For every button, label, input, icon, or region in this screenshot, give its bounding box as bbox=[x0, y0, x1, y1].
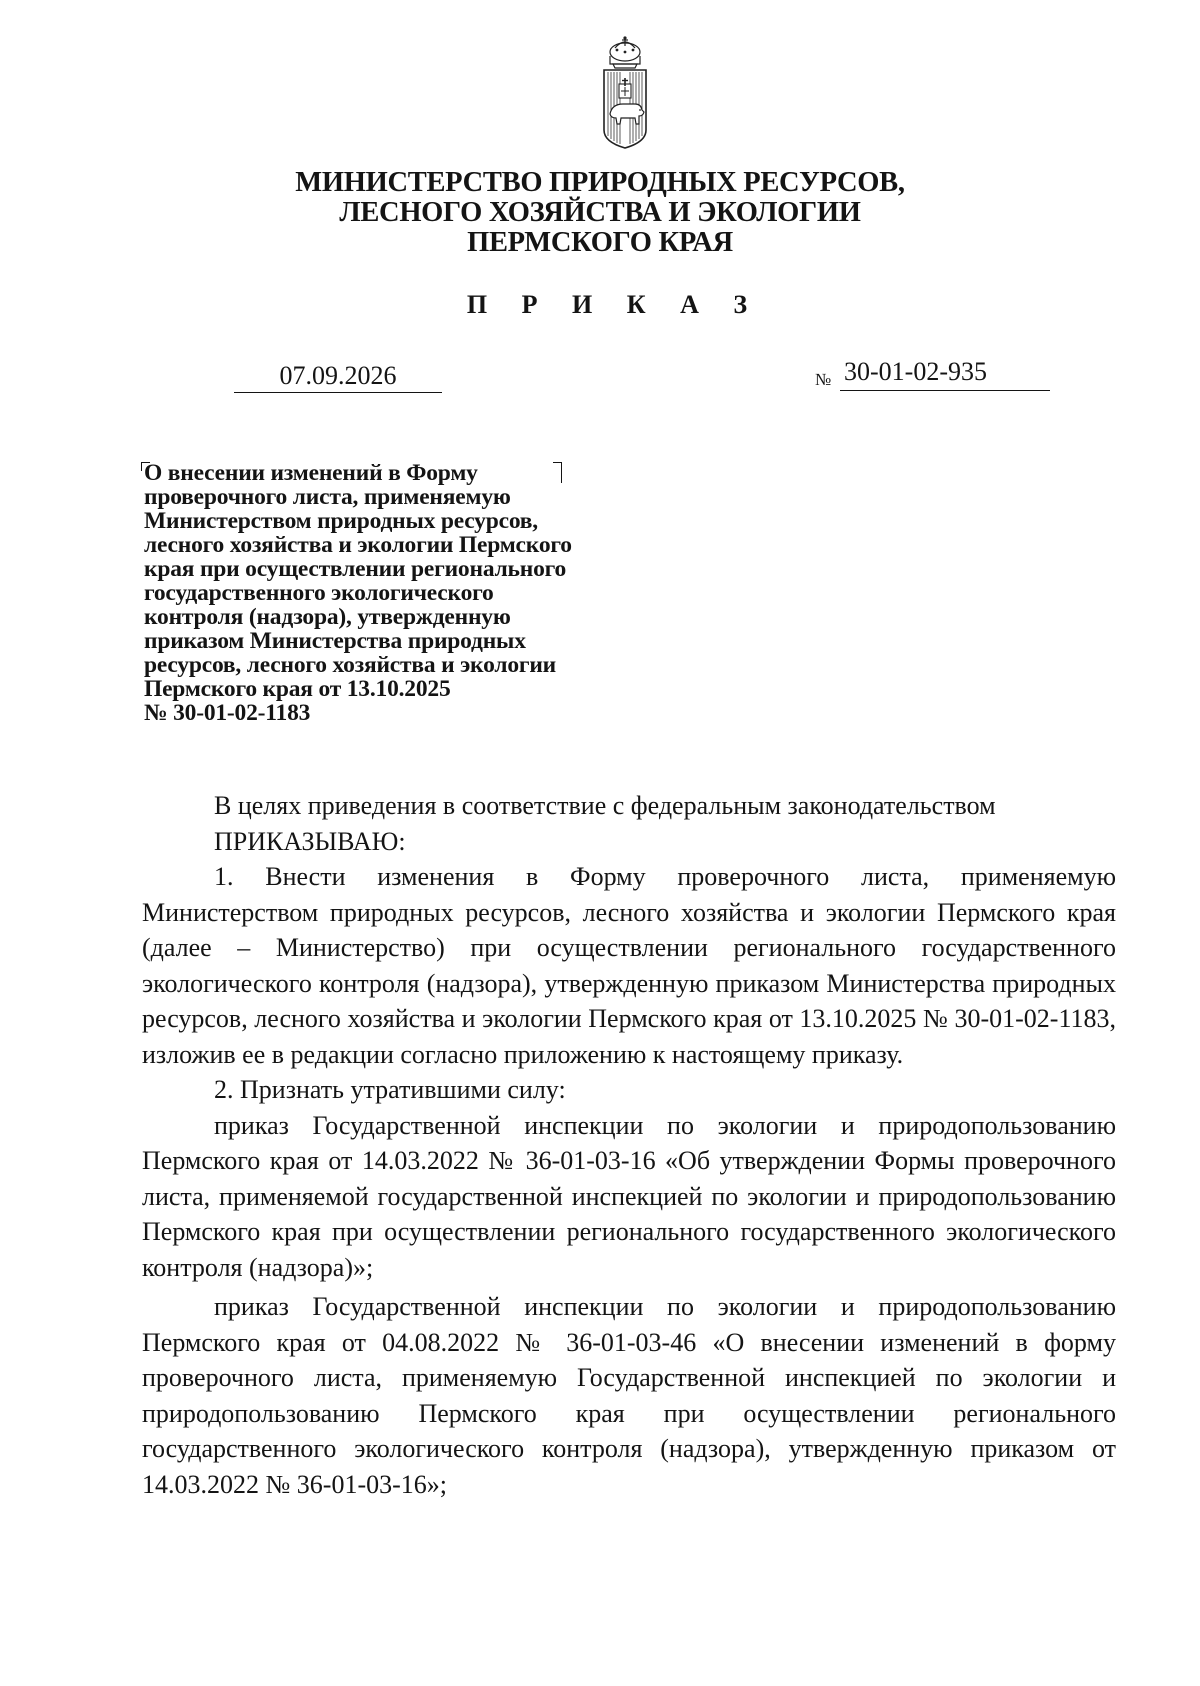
document-type-title: П Р И К А З bbox=[466, 290, 762, 319]
subject-line: Министерством природных ресурсов, bbox=[144, 508, 538, 534]
preamble-paragraph: В целях приведения в соответствие с федеральным законодательством bbox=[214, 791, 996, 820]
subject-line: края при осуществлении регионального bbox=[144, 556, 567, 582]
order-date: 07.09.2026 bbox=[234, 360, 442, 393]
subject-line: № 30-01-02-1183 bbox=[144, 700, 311, 726]
subject-line: проверочного листа, применяемую bbox=[144, 484, 511, 510]
subject-line: государственного экологического bbox=[144, 580, 494, 606]
subject-line: ресурсов, лесного хозяйства и экологии bbox=[144, 652, 557, 678]
item-2-paragraph: 2. Признать утратившими силу: bbox=[214, 1075, 566, 1104]
subject-line: Пермского края от 13.10.2025 bbox=[144, 676, 451, 702]
repealed-order-2-paragraph: приказ Государственной инспекции по экологии и природопользованию Пермского края от 04.08.2022 № 36-01-03-46 «О внесении изменений в форму проверочного листа, применяемую Государственной инспекцией по экологии и природопользованию Пермского края при осуществлении регионального государственного экологического контроля (надзора), утвержденную приказом от 14.03.2022 № 36-01-03-16»; bbox=[142, 1292, 1116, 1499]
ministry-name-line: ЛЕСНОГО ХОЗЯЙСТВА И ЭКОЛОГИИ bbox=[339, 197, 861, 228]
ministry-name bbox=[250, 168, 950, 258]
ministry-name-line: МИНИСТЕРСТВО ПРИРОДНЫХ РЕСУРСОВ, bbox=[295, 167, 905, 198]
order-number: 30-01-02-935 bbox=[840, 356, 1050, 391]
repealed-order-1-paragraph: приказ Государственной инспекции по экологии и природопользованию Пермского края от 14.03.2022 № 36-01-03-16 «Об утверждении Формы проверочного листа, применяемой государственной инспекцией по экологии и природопользованию Пермского края при осуществлении регионального государственного экологического контроля (надзора)»; bbox=[142, 1110, 1116, 1282]
subject-line: контроля (надзора), утвержденную bbox=[144, 604, 511, 630]
perm-krai-coat-of-arms-icon bbox=[601, 34, 649, 150]
order-number-prefix: № bbox=[815, 370, 832, 389]
order-body bbox=[142, 788, 1116, 1502]
subject-line: приказом Министерства природных bbox=[144, 628, 526, 654]
ministry-name-line: ПЕРМСКОГО КРАЯ bbox=[467, 227, 733, 258]
order-subject bbox=[144, 461, 704, 725]
item-1-paragraph: 1. Внести изменения в Форму проверочного листа, применяемую Министерством природных ресурсов, лесного хозяйства и экологии Пермского края (далее – Министерство) при осуществлении регионального государственного экологического контроля (надзора), утвержденную приказом Министерства природных ресурсов, лесного хозяйства и экологии Пермского края от 13.10.2025 № 30-01-02-1183, изложив ее в редакции согласно приложению к настоящему приказу. bbox=[142, 862, 1116, 1069]
command-word: ПРИКАЗЫВАЮ: bbox=[214, 826, 406, 856]
subject-line: О внесении изменений в Форму bbox=[144, 460, 478, 486]
subject-line: лесного хозяйства и экологии Пермского bbox=[144, 532, 572, 558]
